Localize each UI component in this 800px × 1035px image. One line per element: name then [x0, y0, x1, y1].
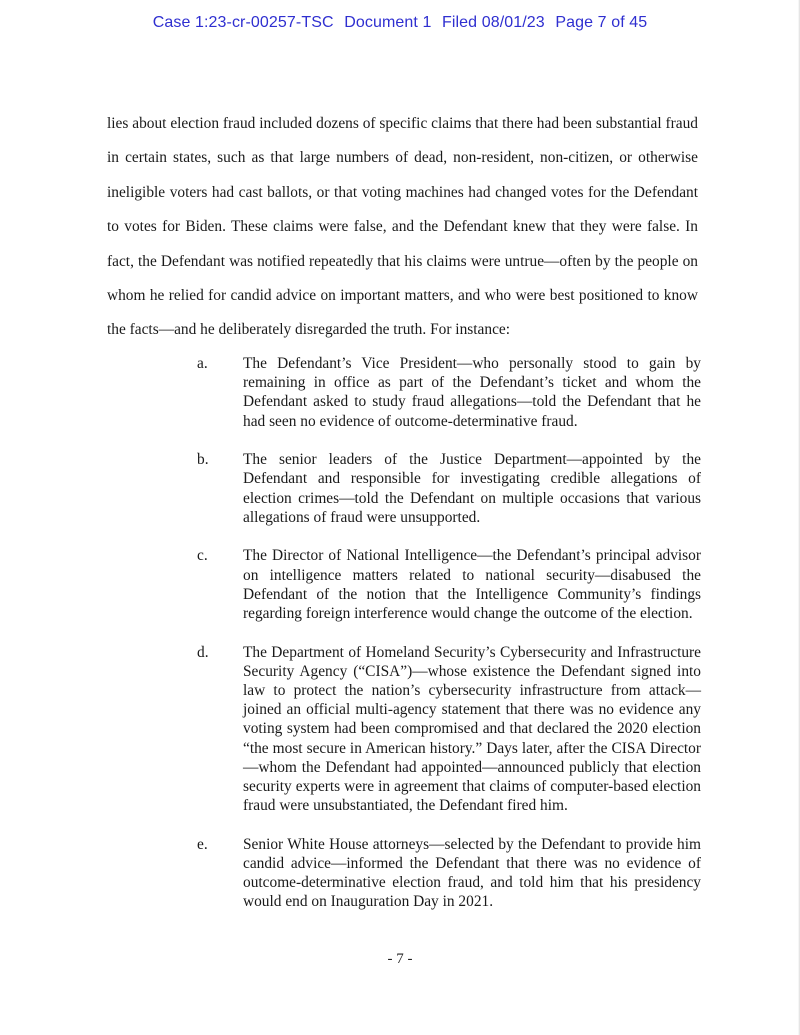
ecf-header — [0, 14, 800, 32]
header-case-number: Case 1:23-cr-00257-TSC — [152, 14, 334, 31]
allegation-list — [197, 354, 701, 931]
list-item — [197, 354, 701, 431]
list-item-text: The Director of National Intelligence—the Defendant’s principal advisor on intelligence matters related to national security—disabused the Defendant of the notion that the Intelligence Community’s findings regarding foreign interference would change the outcome of the election. — [243, 547, 701, 623]
list-item-text: The Department of Homeland Security’s Cybersecurity and Infrastructure Security Agency (“CISA”)—whose existence the Defendant signed into law to protect the nation’s cybersecurity infrastructure from attack—joined an official multi-agency statement that there was no evidence any voting system had been compromised and that declared the 2020 election “the most secure in American history.” Days later, after the CISA Director—whom the Defendant had appointed—announced publicly that election security experts were in agreement that claims of computer-based election fraud were unsubstantiated, the Defendant fired him. — [243, 643, 701, 815]
list-marker: e. — [197, 835, 208, 853]
header-page-count: Page 7 of 45 — [555, 14, 648, 31]
list-item — [197, 450, 701, 527]
list-item — [197, 546, 701, 623]
header-filed-date: Filed 08/01/23 — [442, 14, 545, 31]
list-marker: c. — [197, 547, 208, 565]
list-marker: a. — [197, 355, 208, 372]
header-document-number: Document 1 — [344, 14, 432, 31]
list-marker: b. — [197, 451, 209, 469]
list-item-text: The senior leaders of the Justice Department—appointed by the Defendant and responsible for investigating credible allegations of election crimes—told the Defendant on multiple occasions that various allegations of fraud were unsupported. — [243, 451, 701, 526]
list-item-text: Senior White House attorneys—selected by the Defendant to provide him candid advice—informed the Defendant that there was no evidence of outcome-determinative election fraud, and told him that his presidency would end on Inauguration Day in 2021. — [243, 835, 701, 911]
page-number: - 7 - — [387, 951, 413, 967]
list-item — [197, 835, 701, 912]
list-marker: d. — [197, 643, 209, 661]
body-paragraph: lies about election fraud included dozens of specific claims that there had been substantial fraud in certain states, such as that large numbers of dead, non-resident, non-citizen, or otherwise ineligible voters had cast ballots, or that voting machines had changed votes for the Defendant to votes for Biden. These claims were false, and the Defendant knew that they were false. In fact, the Defendant was notified repeatedly that his claims were untrue—often by the people on whom he relied for candid advice on important matters, and who were best positioned to know the facts—and he deliberately disregarded the truth. For instance: — [107, 115, 698, 339]
list-item — [197, 643, 701, 816]
list-item-text: The Defendant’s Vice President—who personally stood to gain by remaining in office as part of the Defendant’s ticket and whom the Defendant asked to study fraud allegations—told the Defendant that he had seen no evidence of outcome-determinative fraud. — [243, 355, 701, 430]
